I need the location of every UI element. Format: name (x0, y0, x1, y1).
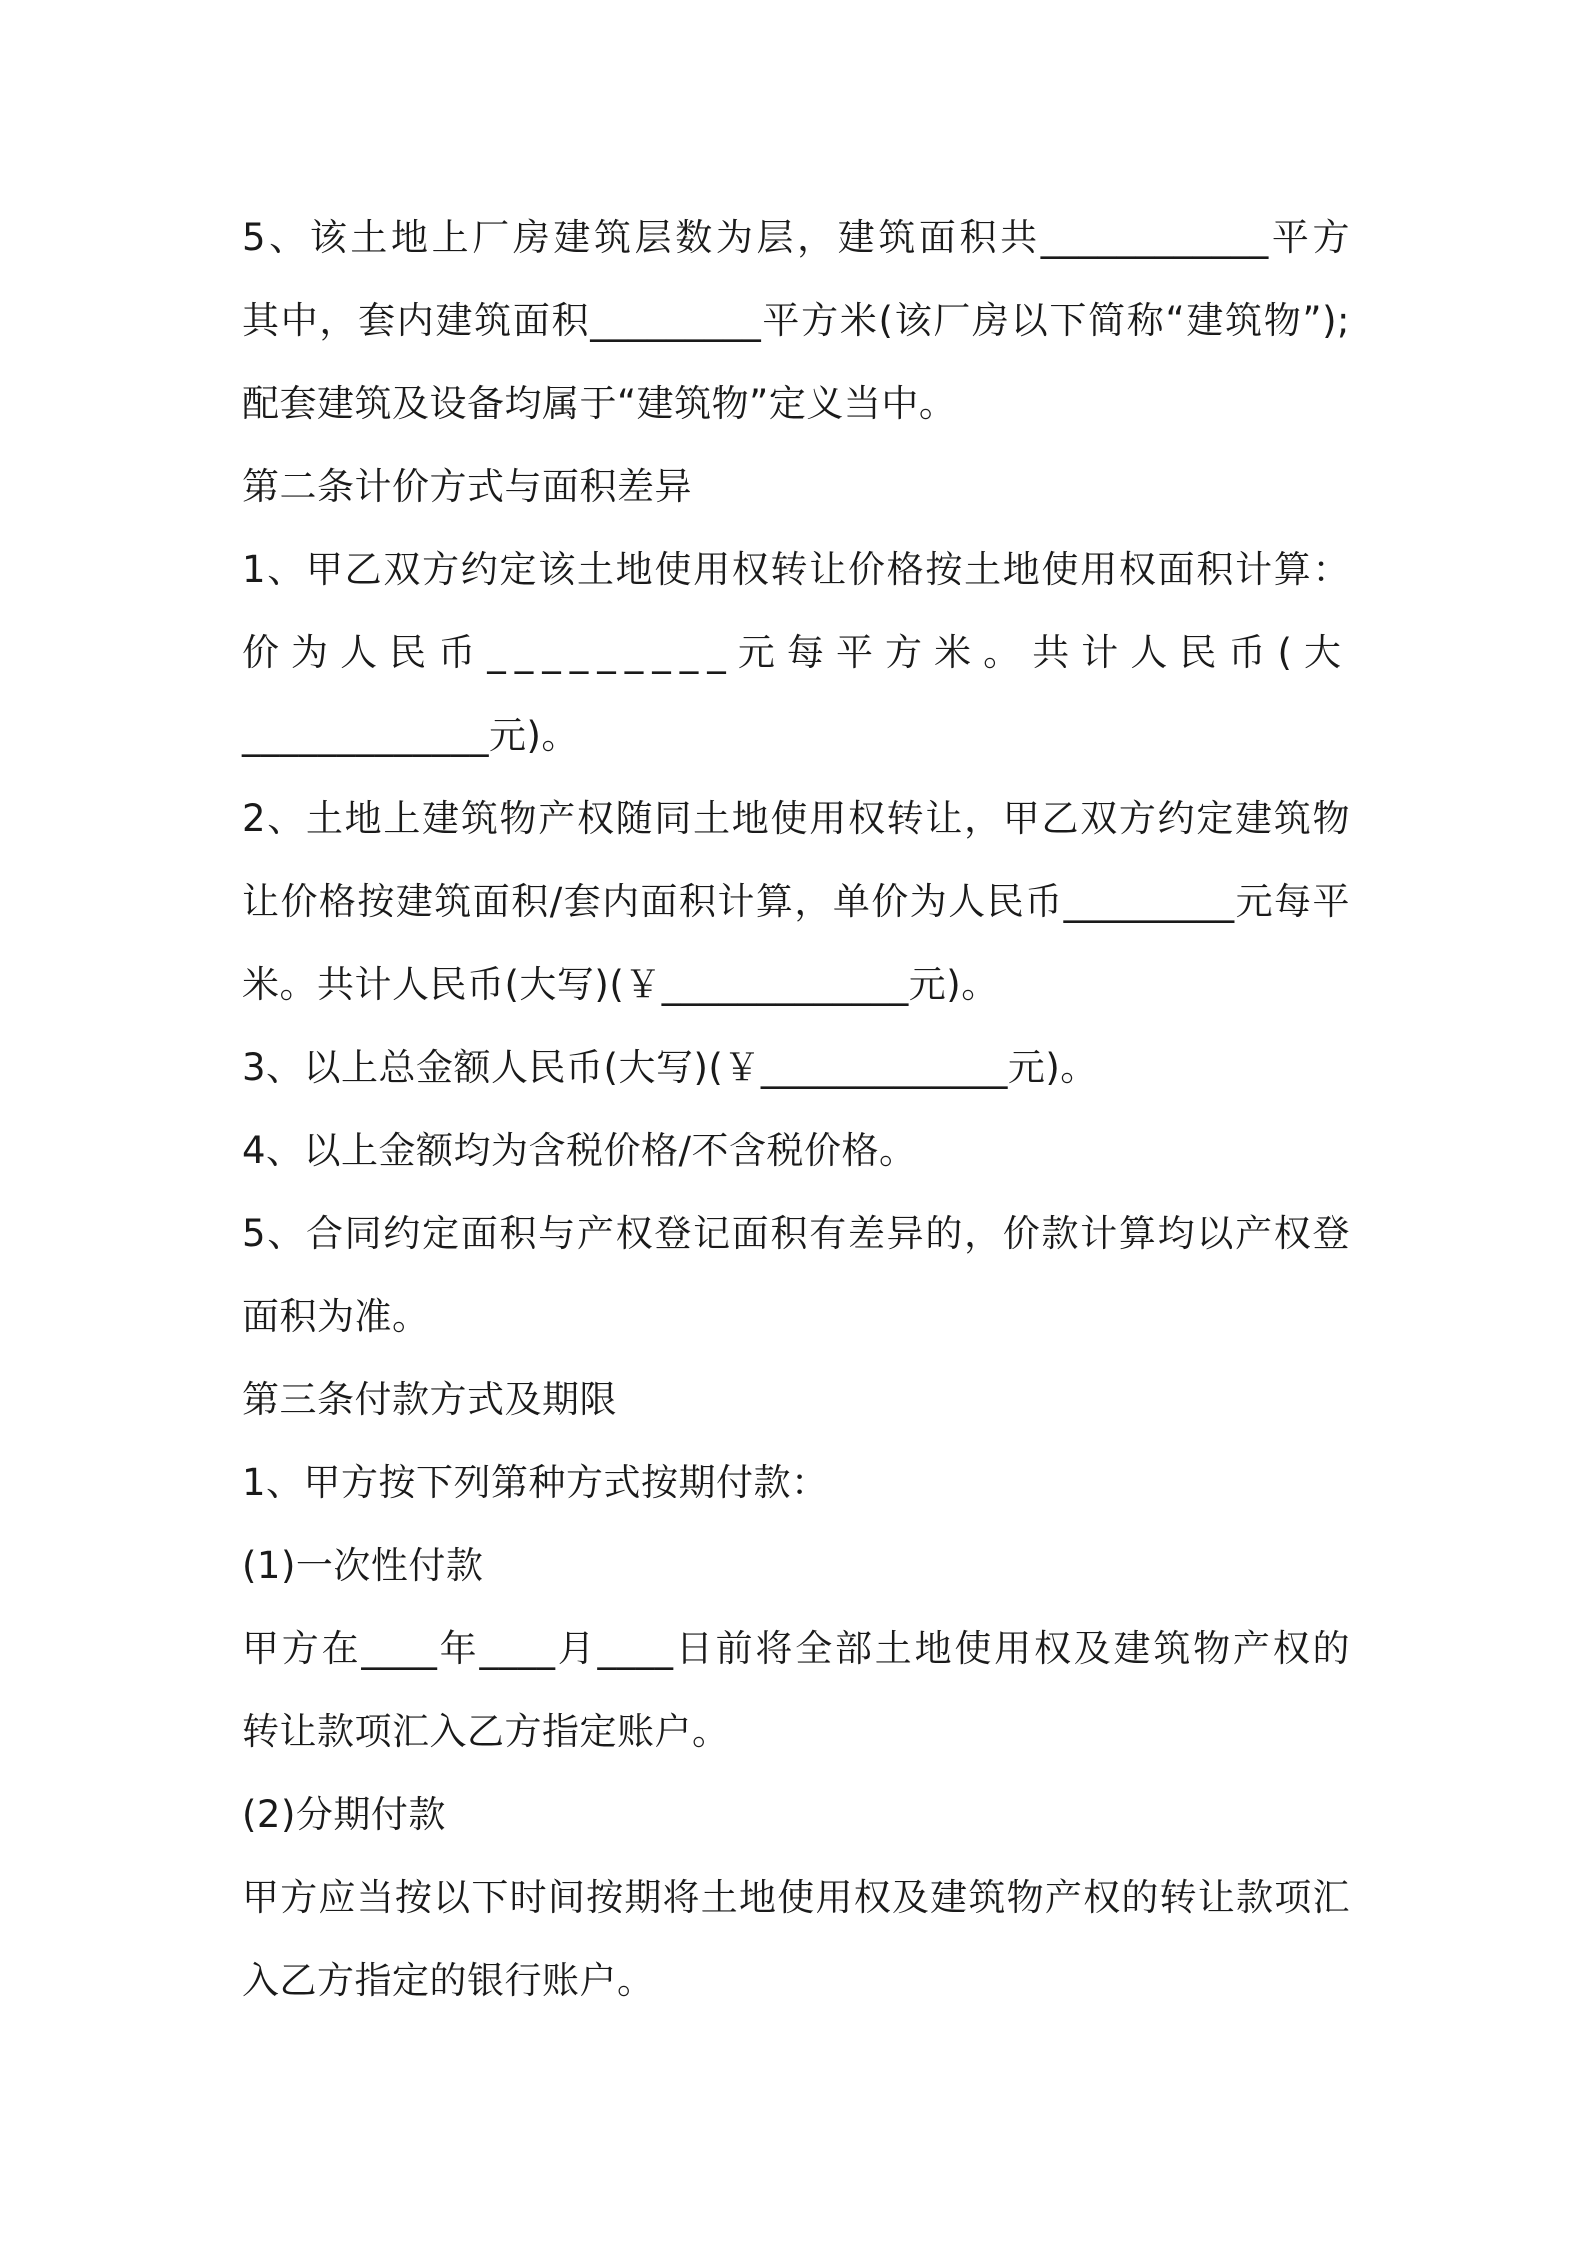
section-heading-pricing: 第二条计价方式与面积差异 (242, 465, 692, 508)
text-line-21: 甲方应当按以下时间按期将土地使用权及建筑物产权的转让款项汇 (242, 1876, 1350, 1919)
text-line-11: 3、以上总金额人民币(大写)(￥_____________元)。 (242, 1046, 1098, 1089)
text-line-14: 面积为准。 (242, 1295, 430, 1338)
text-line-16: 1、甲方按下列第种方式按期付款： (242, 1461, 829, 1504)
subheading-lump-sum: (1)一次性付款 (242, 1544, 484, 1587)
text-line-5: 1、甲乙双方约定该土地使用权转让价格按土地使用权面积计算： (242, 548, 1350, 591)
text-line-1: 5、该土地上厂房建筑层数为层，建筑面积共____________平方 (242, 216, 1350, 259)
text-line-7: _____________元)。 (242, 714, 579, 757)
subheading-installment: (2)分期付款 (242, 1793, 446, 1836)
text-line-9: 让价格按建筑面积/套内面积计算，单价为人民币_________元每平 (242, 880, 1350, 923)
contract-page (242, 196, 1350, 2022)
text-line-2: 其中，套内建筑面积_________平方米(该厂房以下简称“建筑物”); (242, 299, 1350, 342)
text-line-6: 价为人民币_________元每平方米。共计人民币(大 (242, 631, 1350, 674)
text-line-12: 4、以上金额均为含税价格/不含税价格。 (242, 1129, 917, 1172)
text-line-8: 2、土地上建筑物产权随同土地使用权转让，甲乙双方约定建筑物 (242, 797, 1350, 840)
text-line-18: 甲方在____年____月____日前将全部土地使用权及建筑物产权的 (242, 1627, 1350, 1670)
text-line-19: 转让款项汇入乙方指定账户。 (242, 1710, 730, 1753)
section-heading-payment: 第三条付款方式及期限 (242, 1378, 617, 1421)
text-line-13: 5、合同约定面积与产权登记面积有差异的，价款计算均以产权登 (242, 1212, 1350, 1255)
text-line-22: 入乙方指定的银行账户。 (242, 1959, 655, 2002)
text-line-10: 米。共计人民币(大写)(￥_____________元)。 (242, 963, 999, 1006)
text-line-3: 配套建筑及设备均属于“建筑物”定义当中。 (242, 382, 957, 425)
